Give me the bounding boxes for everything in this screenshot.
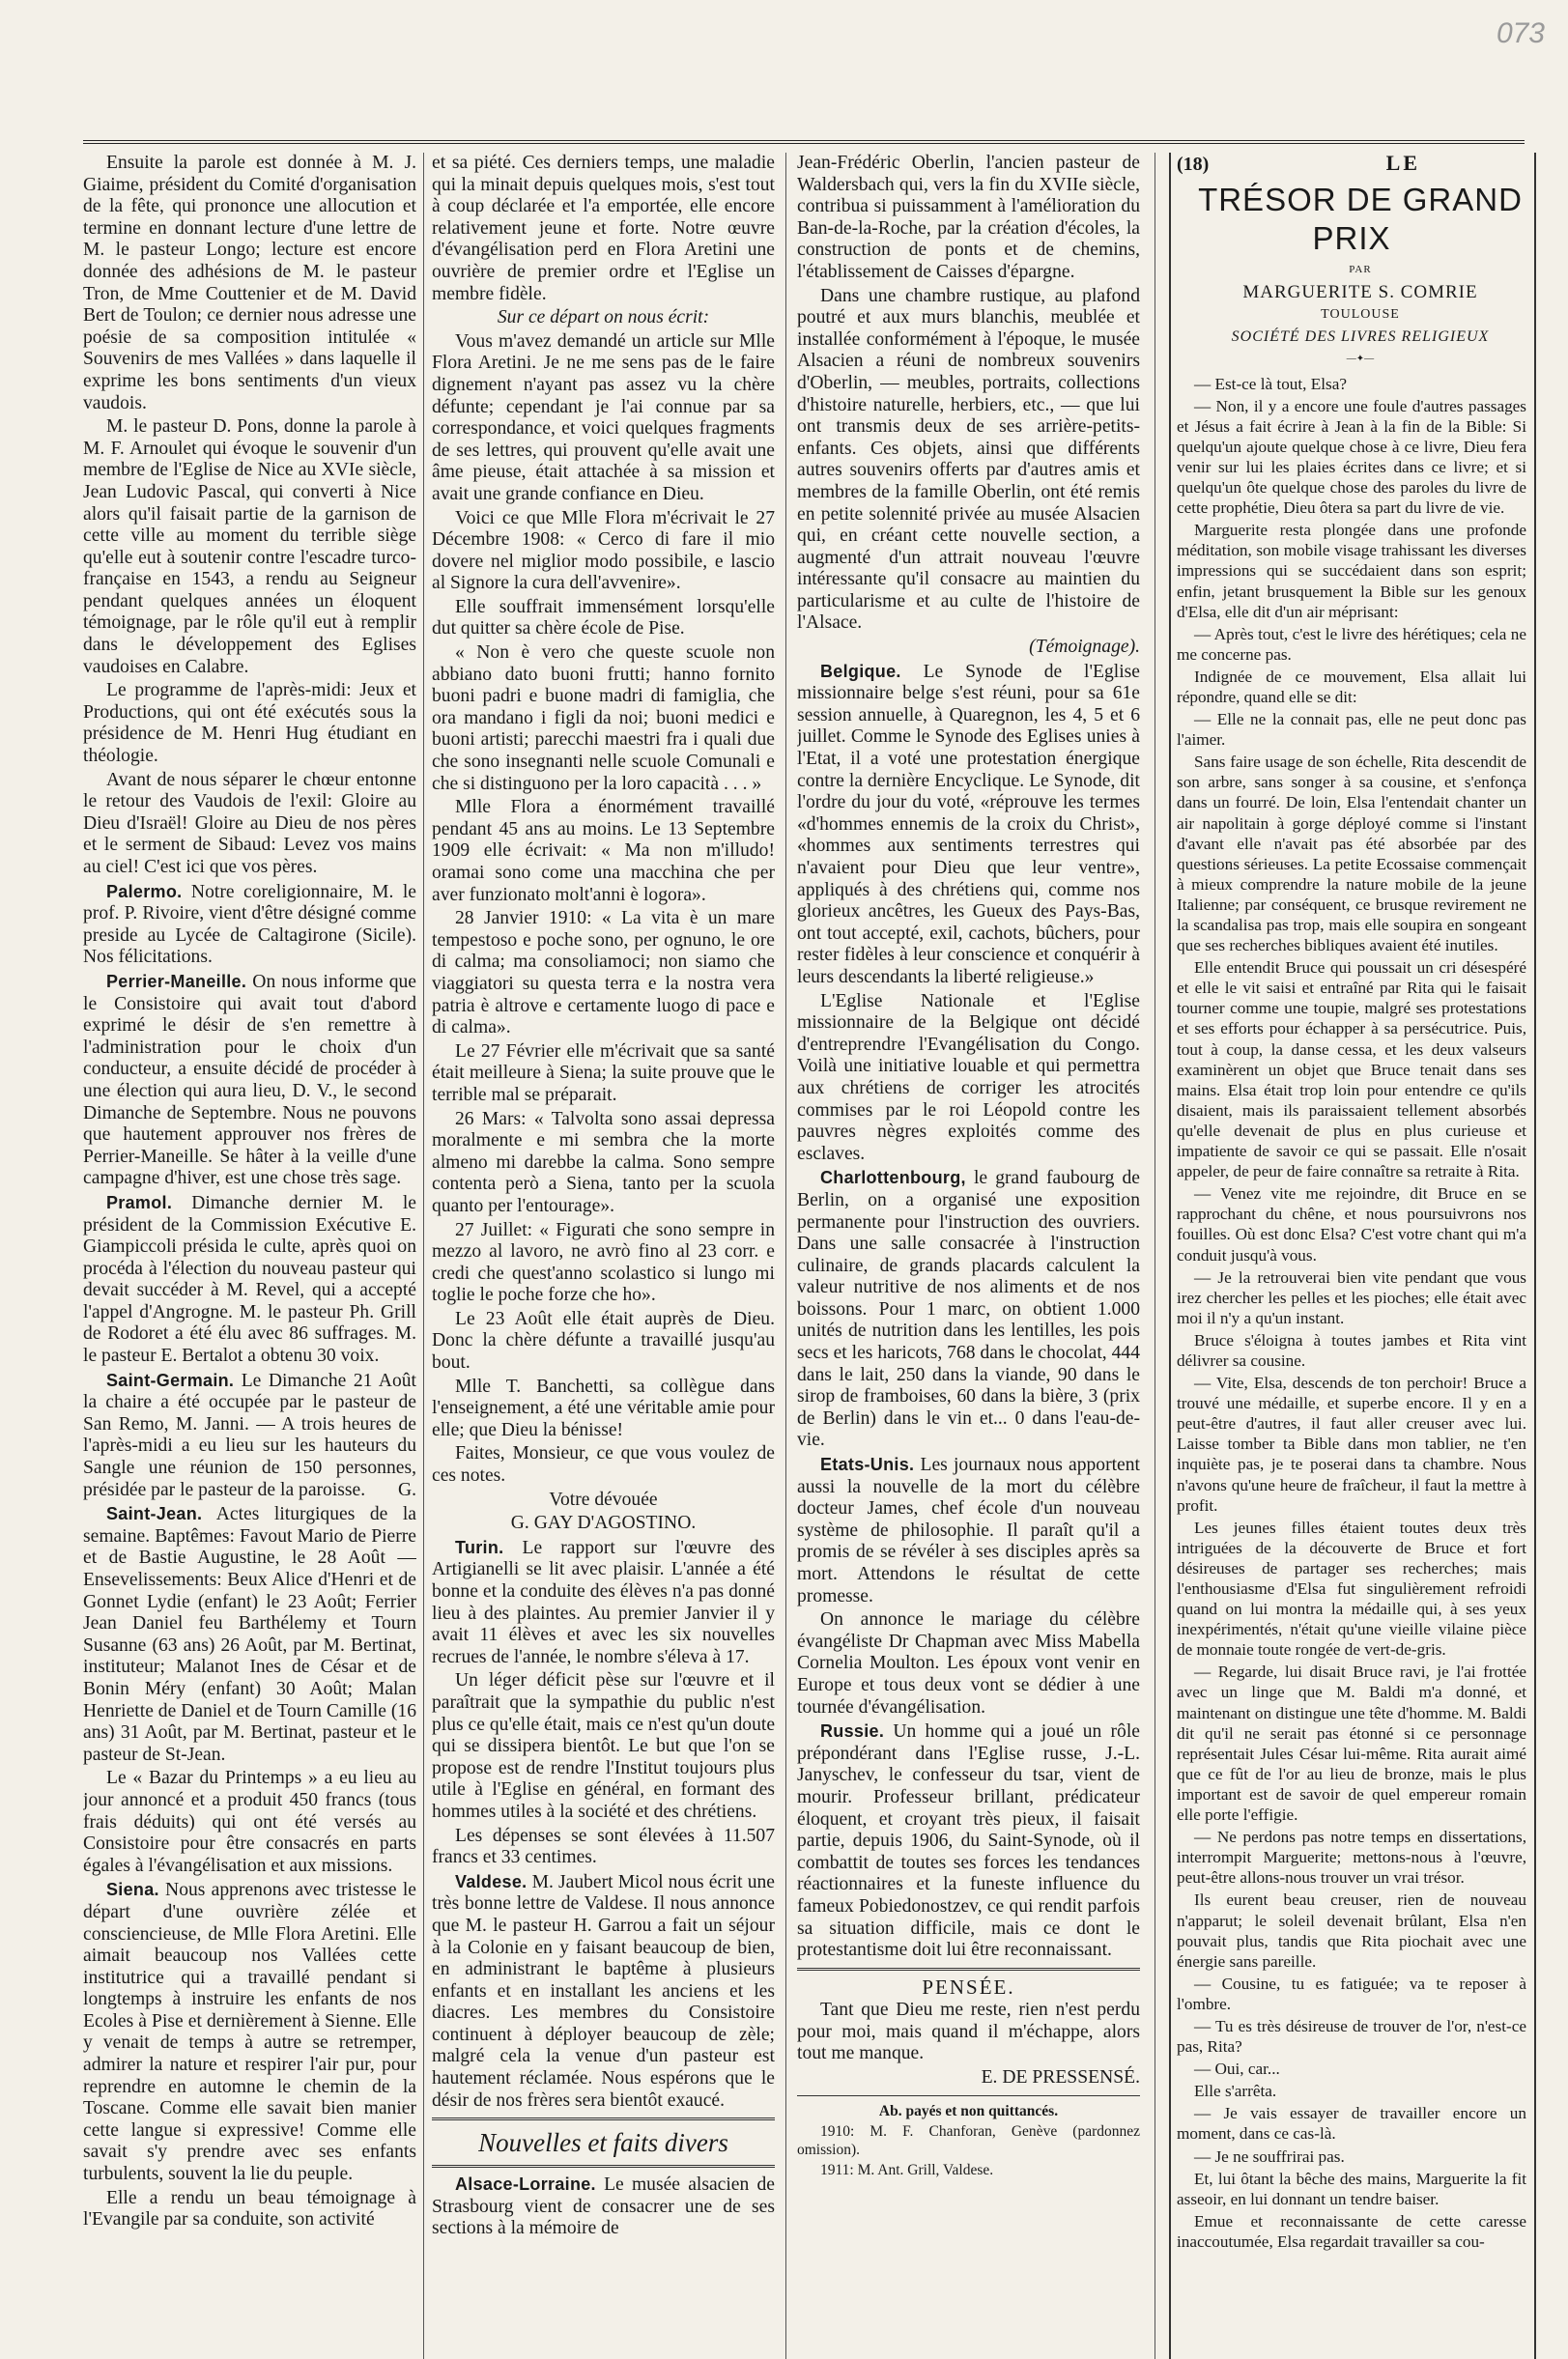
paragraph: — Est-ce là tout, Elsa? [1194,374,1347,393]
paragraph: Le 27 Février elle m'écrivait que sa santé était meilleure à Siena; la suite prouve que le terrible mal se préparait. [432,1040,775,1105]
paragraph: M. le pasteur D. Pons, donne la parole à M. F. Arnoulet qui évoque le souvenir d'un membre de l'Eglise de Nice au XVIe siècle, Jean Ludovic Pascal, qui converti à Nice alors qu'il faisait partie de la garnison de cette ville au moment du terrible siège qu'elle eut à soutenir contre l'escadre turco-française en 1543, a rendu au Seigneur pendant quelques années un éloquent témoignage, par le rôle qu'il eut à remplir dans le développement des Eglises vaudoises en Calabre. [83,416,416,677]
paragraph: Vous m'avez demandé un article sur Mlle Flora Aretini. Je ne me sens pas de le faire dignement n'ayant pas assez vu la chère défunte; cependant je l'ai connue par sa correspondance, et voici quelques fragments de ses lettres, qui prouvent qu'elle avait une âme pieuse, était attachée à sa mission et avait une grande confiance en Dieu. [432,330,775,504]
column-1 [83,153,416,2359]
news-item-pramol [83,1192,416,1368]
news-item-belgique [797,661,1140,989]
news-text: Les journaux nous apportent aussi la nouvelle de la mort du célèbre docteur James, chef école d'un nouveau système de philosophie. Il paraît qu'il a promis de se révéler à ses disciples après sa mort. Attendons le résultat de cette promesse. [797,1455,1140,1606]
paragraph: Avant de nous séparer le chœur entonne le retour des Vaudois de l'exil: Gloire au Dieu d'Israël! Gloire au Dieu de nos pères et le serment de Sibaud: Levez vos mains au ciel! C'est ici que vos pères. [83,769,416,877]
news-text: Le musée alsacien de Strasbourg vient de consacrer une de ses sections à la mémoire de [432,2174,775,2239]
news-text: M. Jaubert Micol nous écrit une très bonne lettre de Valdese. Il nous annonce que M. le pasteur H. Garrou a fait un séjour à la Colonie en y faisant beaucoup de bien, en administrant le baptême à plusieurs enfants et en installant les anciens et les diacres. Les membres du Consistoire continuent à déployer beaucoup de zèle; malgré cela la venue d'un pasteur est hautement réclamée. Nous espérons que le désir de nos frères sera bientôt exaucé. [432,1871,775,2111]
paragraph: — Venez vite me rejoindre, dit Bruce en se rapprochant du chêne, et nous poursuivrons nos fouilles. Où est donc Elsa? C'est votre chant qui m'a conduit jusqu'à vous. [1177,1184,1526,1265]
news-lead: Siena. [106,1880,159,1900]
news-item-charlottenbourg [797,1167,1140,1452]
paragraph: — Après tout, c'est le livre des hérétiques; cela ne me concerne pas. [1177,624,1526,664]
news-lead: Etats-Unis. [820,1455,915,1475]
source-credit: (Témoignage). [1029,637,1140,658]
paragraph: Ils eurent beau creuser, rien de nouveau n'apparut; le soleil devenait brûlant, Elsa n'en pouvait plus, tandis que Rita piochait avec une énergie sans pareille. [1177,1890,1526,1971]
news-text: Le Dimanche 21 Août la chaire a été occupée par le pasteur de San Remo, M. Janni. — A trois heures de l'après-midi a eu lieu sur les hauteurs du Sangle une réunion de 150 personnes, présidée par le pasteur de la paroisse. [83,1370,416,1500]
paragraph: Marguerite resta plongée dans une profonde méditation, son mobile visage trahissant les diverses impressions qui se succédaient dans son esprit; enfin, jetant brusquement la Bible sur les genoux d'Elsa, elle dit d'un air méprisant: [1177,521,1526,621]
paragraph: — Vite, Elsa, descends de ton perchoir! Bruce a trouvé une médaille, et superbe encore. Il y en a peut-être d'autres, il faut aller creuser avec lui. Laisse tomber ta Bible dans mon tablier, ne t'en inquiète pas, je te poserai dans ta chambre. Nous n'avons qu'une heure de fraîcheur, il faut la mettre à profit. [1177,1374,1526,1515]
feuilleton-column [1177,153,1526,2359]
news-item-siena [83,1879,416,2185]
paragraph: — Je vais essayer de travailler encore un moment, dans ce cas-là. [1177,2104,1526,2144]
pensee-title: PENSÉE. [922,1975,1015,1999]
paragraph: — Ne perdons pas notre temps en dissertations, interrompit Marguerite; mettons-nous à l'œuvre, peut-être allons-nous trouver un vrai trésor. [1177,1828,1526,1888]
paragraph: et sa piété. Ces derniers temps, une maladie qui la minait depuis quelques mois, s'est tout à coup déclarée et l'a emportée, elle encore relativement jeune et forte. Notre œuvre d'évangélisation perd en Flora Aretini une ouvrière de premier ordre et l'Eglise un membre fidèle. [432,153,775,304]
paragraph: Ensuite la parole est donnée à M. J. Giaime, président du Comité d'organisation de la fête, qui prononce une allocution et termine en donnant lecture d'une lettre de M. le pasteur Longo; lecture est encore donnée des adhésions de M. le pasteur Tron, de Mme Couttenier et de M. David Bert de Toulon; ce dernier nous adresse une poésie de sa composition intitulée « Souvenirs de mes Vallées » dans laquelle il exprime les bons sentiments d'un vieux vaudois. [83,153,416,413]
installment-number: (18) [1177,154,1210,175]
paragraph: Mlle Flora a énormément travaillé pendant 45 ans au moins. Le 13 Septembre 1909 elle écrivait: « Ma non m'illudo! oramai sono come una macchina che per aver funzionato molt'anni è logora». [432,797,775,905]
signature-line: Votre dévouée [549,1489,658,1510]
feuilleton-title: TRÉSOR DE GRAND PRIX [1198,182,1523,257]
author-name: MARGUERITE S. COMRIE [1242,282,1478,303]
subscription-entry: 1910: M. F. Chanforan, Genève (pardonnez omission). [797,2122,1140,2158]
news-lead: Charlottenbourg, [820,1168,966,1188]
section-title: Nouvelles et faits divers [478,2128,728,2158]
paragraph: — Je la retrouverai bien vite pendant que vous irez chercher les pelles et les pioches; elle était avec moi il n'y a qu'un instant. [1177,1267,1526,1327]
paragraph: 27 Juillet: « Figurati che sono sempre in mezzo al lavoro, ne avrò fino al 23 corr. e credi che quest'anno scolastico si lungo mi toglie le poche forze che ho». [432,1219,775,1306]
news-lead: Palermo. [106,881,183,901]
news-item-alsace [432,2174,775,2240]
paragraph: 26 Mars: « Talvolta sono assai depressa moralmente e mi sembra che la morte almeno mi darebbe la calma. Sono sempre contenta però a Siena, tanto per la scuola quanto per l'entourage». [432,1108,775,1216]
paragraph: Emue et reconnaissante de cette caresse inaccoutumée, Elsa regardait travailler sa cou- [1177,2211,1526,2251]
paragraph: Faites, Monsieur, ce que vous voulez de ces notes. [432,1443,775,1487]
paragraph: — Je ne souffrirai pas. [1194,2146,1345,2166]
news-lead: Belgique. [820,661,901,681]
paragraph: Les dépenses se sont élevées à 11.507 francs et 33 centimes. [432,1825,775,1868]
paragraph: On annonce le mariage du célèbre évangéliste Dr Chapman avec Miss Mabella Cornelia Moulton. Les époux vont venir en Europe et tous deux vont se dédier à une tournée d'évangélisation. [797,1609,1140,1718]
title-article: LE [1385,153,1420,175]
news-lead: Russie. [820,1721,885,1742]
news-text: Un homme qui a joué un rôle prépondérant dans l'Eglise russe, J.-L. Janyschev, le confesseur du tsar, vient de mourir. Professeur brillant, prédicateur éloquent, et croyant très pieux, il faisait partie, depuis 1906, du Saint-Synode, où il combattit de toutes ses forces les tendances réactionnaires et la funeste influence du fameux Pobiedonostzev, ce qui rendit parfois sa situation difficile, mais ce dont le protestantisme doit lui être reconnaissant. [797,1721,1140,1961]
paragraph: Mlle T. Banchetti, sa collègue dans l'enseignement, a été une véritable amie pour elle; que Dieu la bénisse! [432,1376,775,1440]
column-3 [797,153,1140,2359]
paragraph: — Tu es très désireuse de trouver de l'or, n'est-ce pas, Rita? [1177,2016,1526,2057]
publisher: SOCIÉTÉ DES LIVRES RELIGIEUX [1231,328,1490,346]
subscriptions-title: Ab. payés et non quittancés. [878,2102,1059,2119]
section-rule [797,1968,1140,1971]
paragraph: — Oui, car... [1194,2060,1280,2079]
news-item-saint-germain [83,1370,416,1502]
paragraph: Les jeunes filles étaient toutes deux très intriguées de la découverte de Bruce et fort désireuses de partager ses recherches; mais l'enthousiasme d'Elsa fut singulièrement refroidi quand on lui montra la médaille qui, à ses yeux inexpérimentés, n'était qu'une vieille vilaine pièce de monnaie toute rongée de vert-de-gris. [1177,1518,1526,1660]
section-rule [432,2165,775,2168]
paragraph: Voici ce que Mlle Flora m'écrivait le 27 Décembre 1908: « Cerco di fare il mio dovere nel miglior modo possibile, e lascio al Signore la cura dell'avvenire». [432,507,775,594]
feuilleton-header [1177,153,1526,175]
ornament-icon: —✦— [1346,354,1375,365]
news-item-saint-jean [83,1503,416,1766]
paragraph: Elle souffrait immensément lorsqu'elle dut quitter sa chère école de Pise. [432,596,775,639]
news-text: Nous apprenons avec tristesse le départ d'une ouvrière zélée et consciencieuse, de Mlle Flora Aretini. Elle aimait beaucoup nos Vallées cette institutrice qui a travaillé pendant si longtemps à instruire les enfants de nos Ecoles à Pise et dernièrement à Sienne. Elle y venait de temps à autre se retremper, admirer la nature et respirer l'air pur, pour reprendre en automne le chemin de la Toscane. Comme elle savait bien manier cette langue si expressive! Comme elle savait s'y prendre avec ses enfants turbulents, souvent la lie du peuple. [83,1880,416,2185]
news-item-russie [797,1720,1140,1962]
news-item-valdese [432,1871,775,2113]
news-lead: Turin. [455,1537,504,1557]
news-text: le grand faubourg de Berlin, on a organisé une exposition permanente pour l'instruction des ouvriers. Dans une salle consacrée à l'instruction culinaire, de grands placards calculent la valeur nutritive de nos aliments et de nos boissons. Pour 1 marc, on obtient 1.000 unités de nutrition dans les lentilles, les pois secs et les haricots, 768 dans le chocolat, 444 dans le lait, 250 dans la viande, 90 dans le sirop de framboises, 60 dans la bière, 3 (prix de Berlin) dans le vin et... 0 dans l'eau-de-vie. [797,1168,1140,1451]
news-text: Le rapport sur l'œuvre des Artigianelli se lit avec plaisir. L'année a été bonne et la conduite des élèves n'a pas donné lieu à des plaintes. Au premier Janvier il y avait 11 élèves et avec les six nouvelles recrues de l'année, le nombre s'éleva à 17. [432,1537,775,1667]
news-item-turin [432,1537,775,1669]
news-text: On nous informe que le Consistoire qui avait tout d'abord exprimé le désir de s'en remettre à l'administration pour le choix d'un conducteur, a ensuite décidé de procéder à une élection qui aura lieu, D. V., le second Dimanche de Septembre. Nous ne pouvons que hautement approuver nos frères de Perrier-Maneille. Se hâter à la veille d'une campagne d'hiver, est une chose très sage. [83,971,416,1189]
byline-par: PAR [1349,264,1372,276]
pensee-text: Tant que Dieu me reste, rien n'est perdu pour moi, mais quand il m'échappe, alors tout me manque. [797,2000,1140,2064]
paragraph: — Non, il y a encore une foule d'autres passages et Jésus a fait écrire à Jean à la fin de la Bible: Si quelqu'un ajoute quelque chose à ce livre, Dieu fera venir sur lui les plaies écrites dans ce livre; et si quelqu'un ôte quelque chose des paroles du livre de cette prophétie, Dieu ôtera sa part du livre de vie. [1177,396,1526,518]
paragraph: — Elle ne la connait pas, elle ne peut donc pas l'aimer. [1177,710,1526,750]
section-rule [797,2095,1140,2096]
paragraph: « Non è vero che queste scuole non abbiano dato buoni frutti; hanno fornito buoni padri e buone madri di famiglia, che ora mandano i figli da noi; buoni medici e buoni artisti; parecchi maestri fra i quali due che sono insegnanti nelle scuole Comunali e che si distinguono per la loro capacità . . . » [432,642,775,794]
header-rule [83,140,1525,146]
news-lead: Saint-Germain. [106,1370,235,1390]
paragraph: Et, lui ôtant la bêche des mains, Marguerite la fit asseoir, en lui donnant un tendre baiser. [1177,2169,1526,2208]
paragraph: 28 Janvier 1910: « La vita è un mare tempestoso e poche sono, per ognuno, le ore di calma; ma consoliamoci; non siamo che viaggiatori su questa terra e la nostra vera patria è altrove e certamente luogo di pace e di calma». [432,908,775,1038]
news-lead: Perrier-Maneille. [106,971,247,991]
paragraph: Elle a rendu un beau témoignage à l'Evangile par sa conduite, son activité [83,2187,416,2231]
paragraph: Jean-Frédéric Oberlin, l'ancien pasteur de Waldersbach qui, vers la fin du XVIIe siècle, contribua si puissamment à l'amélioration du Ban-de-la-Roche, par la création d'écoles, la construction de ponts et de chemins, l'établissement de Caisses d'épargne. [797,153,1140,282]
news-lead: Saint-Jean. [106,1504,203,1524]
paragraph: Sans faire usage de son échelle, Rita descendit de son arbre, sans songer à sa cousine, et s'enfonça dans un fourré. De loin, Elsa l'entendait chanter un air napolitain à gorge déployé comme si l'instant d'avant elle n'avait pas été absorbée par des questions sérieuses. La petite Ecossaise commençait à mieux comprendre la nature mobile de la jeune Italienne; par conséquent, ce brusque revirement ne la scandalisa pas trop, mais elle soupira en songeant que ses recherches bibliques avaient été inutiles. [1177,753,1526,955]
column-divider [423,153,424,2359]
pensee-signature: E. DE PRESSENSÉ. [981,2067,1140,2089]
paragraph: L'Eglise Nationale et l'Eglise missionnaire de la Belgique ont décidé d'entreprendre l'Evangélisation du Congo. Voilà une initiative louable et qui permettra aux chrétiens de corriger les atrocités commises par le roi Léopold contre les pauvres nègres exploités comme des esclaves. [797,990,1140,1164]
paragraph: Un léger déficit pèse sur l'œuvre et il paraîtrait que la sympathie du public n'est plus ce qu'elle était, mais ce n'est qu'un doute qui se dissipera bientôt. Le but que l'on se propose est de rendre l'Institut toujours plus utile à l'Eglise en général, en formant des hommes utiles à la société et des chrétiens. [432,1670,775,1822]
feuilleton-border-right [1534,153,1536,2359]
news-lead: Valdese. [455,1871,527,1891]
news-text: Le Synode de l'Eglise missionnaire belge s'est réuni, pour sa 61e session annuelle, à Quaregnon, les 4, 5 et 6 juillet. Comme le Synode des Eglises unies à l'Etat, il a voté une protestation énergique contre la dernière Encyclique. Le Synode, dit l'ordre du jour du voté, «réprouve les termes «d'hommes ennemis de la croix du Christ», «hommes aux sentiments terrestres qui n'avaient pour Dieu que leur ventre», appliqués à des chrétiens qui, comme nos glorieux ancêtres, les Gueux des Pays-Bas, ont tout accepté, exil, cachots, bûchers, pour rester fidèles à leur conscience et conquérir à leurs descendants la liberté religieuse.» [797,661,1140,987]
page-number: 073 [1496,17,1545,49]
section-rule [432,2117,775,2120]
paragraph: Indignée de ce mouvement, Elsa allait lui répondre, quand elle se dit: [1177,667,1526,706]
paragraph: Le programme de l'après-midi: Jeux et Productions, qui ont été exécutés sous la présidence de M. Henri Hug étudiant en théologie. [83,680,416,767]
column-2 [432,153,775,2359]
feuilleton-border-left [1169,153,1171,2359]
signature: G. [397,1479,416,1500]
paragraph: Le « Bazar du Printemps » a eu lieu au jour annoncé et a produit 450 francs (tous frais déduits) qui ont été versés au Consistoire pour être consacrés en parts égales à l'évangélisation et aux missions. [83,1768,416,1876]
paragraph: Bruce s'éloigna à toutes jambes et Rita vint délivrer sa cousine. [1177,1330,1526,1370]
paragraph: Le 23 Août elle était auprès de Dieu. Donc la chère défunte a travaillé jusqu'au bout. [432,1308,775,1374]
column-divider [785,153,786,2359]
paragraph: Elle s'arrêta. [1194,2082,1277,2101]
paragraph: — Regarde, lui disait Bruce ravi, je l'ai frottée avec un linge que M. Baldi m'a donné, et maintenant on distingue une tête d'homme. M. Baldi dit qu'il ne serait pas étonné si ce personnage représentait Jules César lui-même. Rita aurait aimé que ce fût de l'or au lieu de bronze, mais le plus important est de savoir de quel empereur romain elle porte l'effigie. [1177,1663,1526,1825]
paragraph: Elle entendit Bruce qui poussait un cri désespéré et elle le vit saisi et entraîné par Rita qui le faisait tourner comme une toupie, malgré ses protestations et ses efforts pour échapper à sa persécutrice. Puis, tout à coup, la danse cessa, et les deux valseurs examinèrent un objet que Bruce tenait dans ses mains. Elsa était trop loin pour entendre ce qu'ils disaient, mais ils paraissaient tellement absorbés qu'elle devenait de plus en plus curieuse et impatiente de savoir ce qui se passait. Elle n'osait appeler, de peur de faire connaître sa retraite à Rita. [1177,958,1526,1181]
subheading: Sur ce départ on nous écrit: [497,307,710,328]
news-text: Notre coreligionnaire, M. le prof. P. Rivoire, vient d'être désigné comme preside au Lycée de Caltagirone (Sicile). Nos félicitations. [83,881,416,968]
subscription-entry: 1911: M. Ant. Grill, Valdese. [820,2161,994,2178]
news-lead: Pramol. [106,1192,173,1212]
news-lead: Alsace-Lorraine. [455,2174,596,2195]
signature-name: G. GAY D'AGOSTINO. [510,1513,697,1534]
news-text: Actes liturgiques de la semaine. Baptêmes: Favout Mario de Pierre et de Bastie Augustine, le 28 Août — Ensevelissements: Beux Alice d'Henri et de Gonnet Lydie (enfant) le 23 Août; Ferrier Jean Daniel feu Barthélemy et Tourn Susanne (63 ans) 26 Août, par M. Bertinat, instituteur; Malanot Ines de César et de Bonin Méry (enfant) 30 Août; Malan Henriette de Daniel et de Tourn Camille (16 ans) 31 Août, par M. Bertinat, pasteur et le pasteur de St-Jean. [83,1504,416,1765]
paragraph: Dans une chambre rustique, au plafond poutré et aux murs blanchis, meublée et installée conformément à l'époque, le musée Alsacien a réuni de nombreux souvenirs d'Oberlin, — meubles, portraits, collections d'histoire naturelle, herbiers, etc., — que lui ont transmis deux de ses arrière-petits-enfants. Ces objets, ainsi que différents autres souvenirs offerts par d'autres amis et membres de la famille Oberlin, ont été remis en petite solennité privée au musée Alsacien qui, en créant cette nouvelle section, a augmenté d'un attrait nouveau l'œuvre intéressante qu'il consacre au maintien du particularisme et au culte de l'histoire de l'Alsace. [797,285,1140,634]
paragraph: — Cousine, tu es fatiguée; va te reposer à l'ombre. [1177,1974,1526,2013]
news-item-palermo [83,881,416,969]
news-item-perrier [83,971,416,1190]
news-item-etats-unis [797,1454,1140,1607]
news-text: Dimanche dernier M. le président de la Commission Exécutive E. Giampiccoli présida le culte, après quoi on procéda à l'élection du nouveau pasteur qui devait succéder à M. Revel, qui a accepté l'appel d'Angrogne. M. le pasteur Ph. Grill de Rodoret a été élu avec 86 suffrages. M. le pasteur E. Bertalot a obtenu 30 voix. [83,1192,416,1367]
author-city: TOULOUSE [1321,307,1400,323]
